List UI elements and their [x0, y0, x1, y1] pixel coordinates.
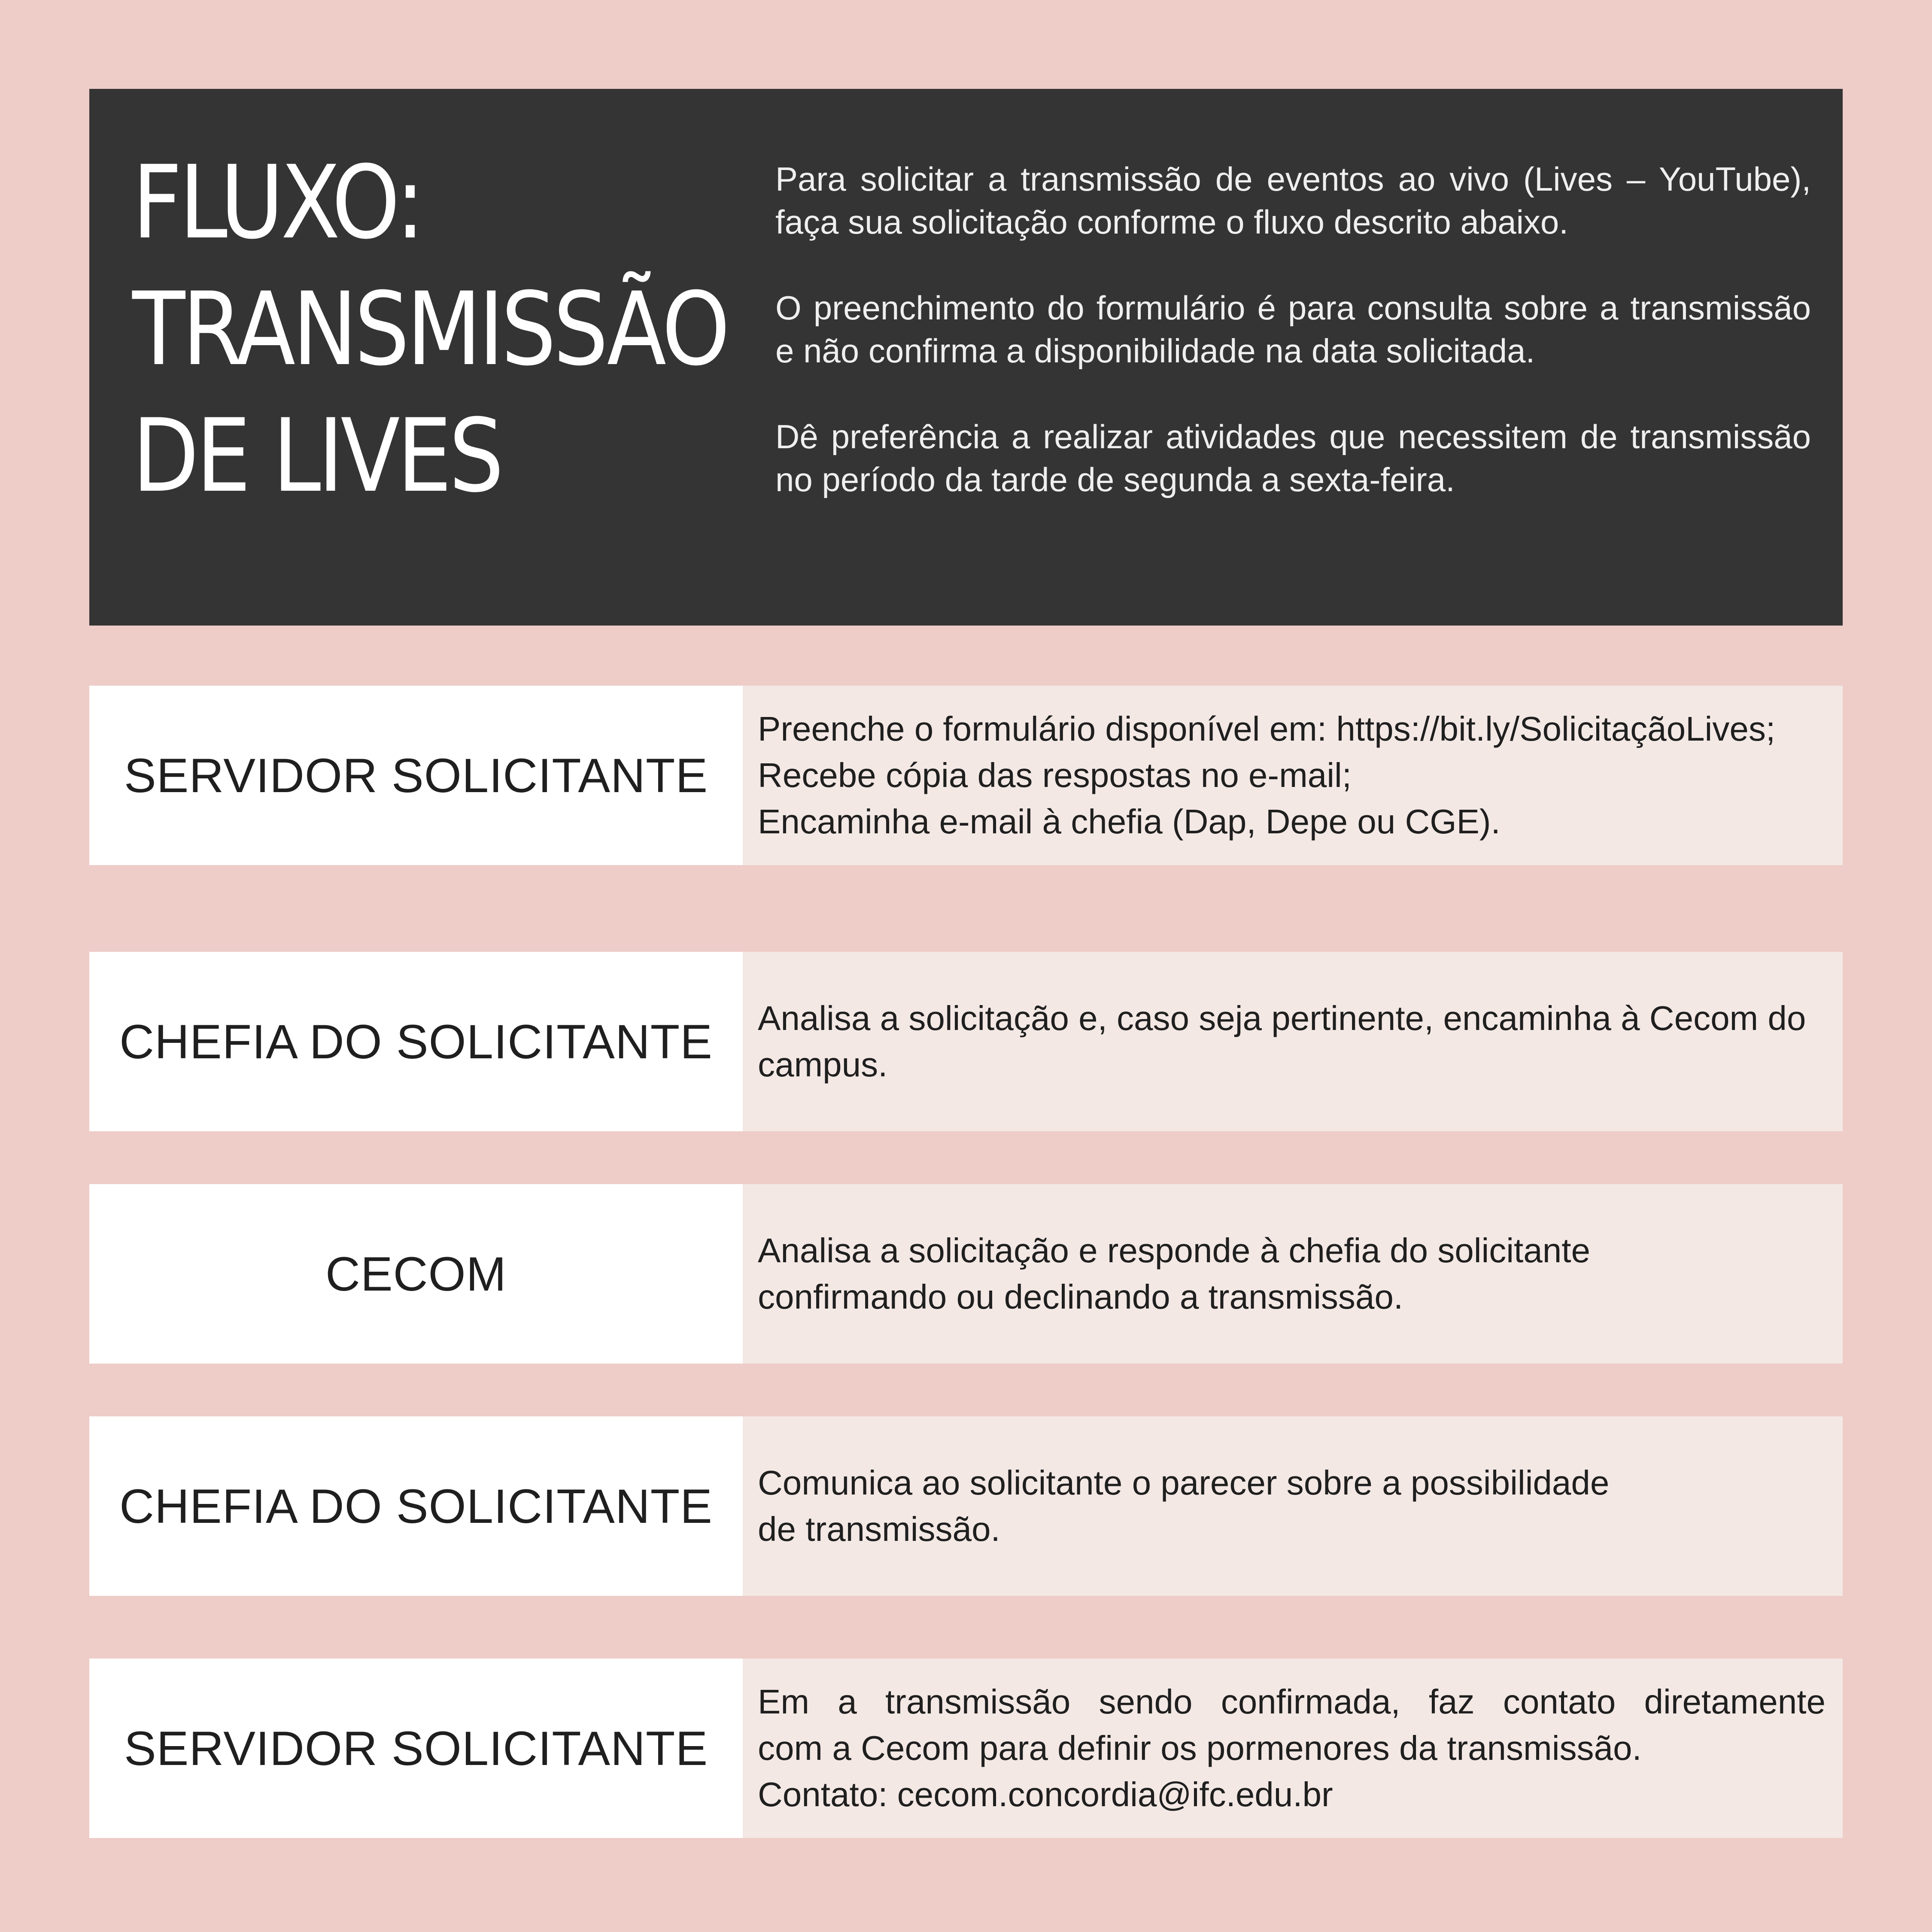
- title-line-1: FLUXO:: [132, 144, 422, 261]
- step-3-description: [743, 1184, 1843, 1364]
- step-3-role: CECOM: [89, 1184, 743, 1364]
- title-line-2: TRANSMISSÃO: [132, 271, 727, 388]
- step-1-role: SERVIDOR SOLICITANTE: [89, 686, 743, 865]
- step-1-line-2: Recebe cópia das respostas no e-mail;: [758, 756, 1352, 794]
- step-4-description: [743, 1416, 1843, 1596]
- step-5-contact-email[interactable]: Contato: cecom.concordia@ifc.edu.br: [758, 1775, 1333, 1814]
- intro-text: [775, 158, 1811, 501]
- step-5-line-1: Em a transmissão sendo confirmada, faz contato diretamente: [758, 1683, 1826, 1721]
- header-panel: [89, 89, 1843, 626]
- step-5-row: [89, 1659, 1843, 1838]
- step-2-line-2: campus.: [758, 1045, 888, 1084]
- step-2-row: [89, 952, 1843, 1131]
- step-3-row: [89, 1184, 1843, 1364]
- step-3-line-1: Analisa a solicitação e responde à chefia do solicitante: [758, 1231, 1590, 1270]
- step-5-role: SERVIDOR SOLICITANTE: [89, 1659, 743, 1838]
- step-2-description: [743, 952, 1843, 1131]
- step-4-line-1: Comunica ao solicitante o parecer sobre a possibilidade: [758, 1464, 1610, 1502]
- step-1-row: [89, 686, 1843, 865]
- step-4-line-2: de transmissão.: [758, 1510, 1000, 1548]
- step-1-line-1[interactable]: Preenche o formulário disponível em: https://bit.ly/SolicitaçãoLives;: [758, 710, 1776, 748]
- title-line-3: DE LIVES: [132, 398, 501, 515]
- step-3-line-2: confirmando ou declinando a transmissão.: [758, 1278, 1403, 1316]
- step-4-role: CHEFIA DO SOLICITANTE: [89, 1416, 743, 1596]
- step-4-row: [89, 1416, 1843, 1596]
- step-5-description: [743, 1659, 1843, 1838]
- step-2-line-1: Analisa a solicitação e, caso seja pertinente, encaminha à Cecom do: [758, 999, 1806, 1037]
- intro-paragraph-3: Dê preferência a realizar atividades que necessitem de transmissão no período da tarde de segunda a sexta-feira.: [775, 418, 1811, 498]
- intro-paragraph-2: O preenchimento do formulário é para consulta sobre a transmissão e não confirma a disponibilidade na data solicitada.: [775, 289, 1811, 370]
- step-1-line-3: Encaminha e-mail à chefia (Dap, Depe ou CGE).: [758, 802, 1501, 841]
- step-2-role: CHEFIA DO SOLICITANTE: [89, 952, 743, 1131]
- intro-paragraph-1: Para solicitar a transmissão de eventos ao vivo (Lives – YouTube), faça sua solicitação conforme o fluxo descrito abaixo.: [775, 160, 1811, 241]
- step-1-description: [743, 686, 1843, 865]
- page-title: [132, 140, 727, 519]
- step-5-line-2: com a Cecom para definir os pormenores da transmissão.: [758, 1729, 1642, 1767]
